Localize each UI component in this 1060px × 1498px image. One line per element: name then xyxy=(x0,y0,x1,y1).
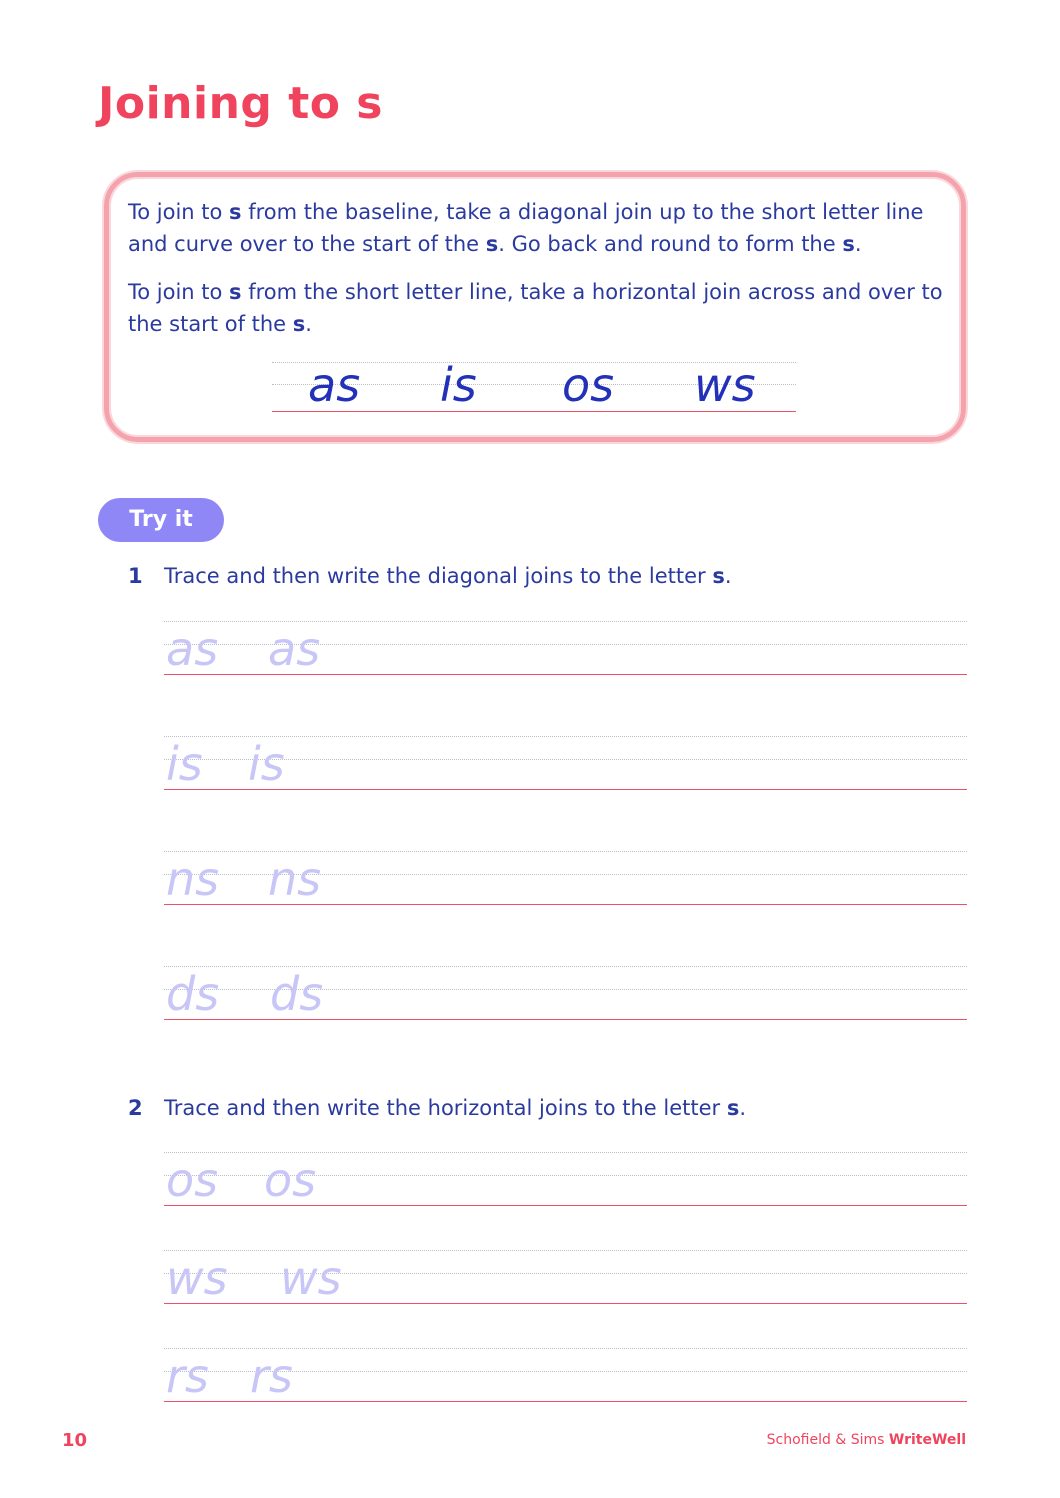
text: . xyxy=(305,312,312,336)
bold-letter: s xyxy=(229,200,242,224)
text: . xyxy=(724,564,732,588)
text: . xyxy=(854,232,862,256)
trace-word: is xyxy=(166,737,203,791)
page-title: Joining to s xyxy=(98,78,383,129)
text: from the short letter line, take a horizontal join across and over to the start of the xyxy=(128,280,943,336)
bold-letter: s xyxy=(292,312,306,336)
text: from the baseline, take a diagonal join up to the short letter line and curve over to the start of the xyxy=(128,200,924,256)
trace-word: ws xyxy=(280,1251,342,1305)
question-text xyxy=(164,564,732,588)
instruction-paragraph-1 xyxy=(128,196,948,260)
bold-letter: s xyxy=(485,232,499,256)
trace-word: ds xyxy=(270,967,324,1021)
publisher-name: Schofield & Sims xyxy=(766,1432,889,1448)
bold-letter: s xyxy=(726,1096,740,1120)
example-word-is: is xyxy=(440,358,477,412)
trace-word: as xyxy=(166,622,219,676)
question-number: 1 xyxy=(128,564,143,588)
text: To join to xyxy=(128,280,230,304)
bold-letter: s xyxy=(712,564,725,588)
text: Trace and then write the diagonal joins to the letter xyxy=(164,564,713,588)
trace-word: ns xyxy=(166,852,220,906)
trace-word: ws xyxy=(166,1251,228,1305)
trace-word: rs xyxy=(166,1349,209,1403)
text: To join to xyxy=(128,200,230,224)
trace-word: ns xyxy=(268,852,322,906)
trace-word: is xyxy=(248,737,285,791)
publisher-credit xyxy=(767,1432,966,1448)
trace-word: as xyxy=(268,622,321,676)
try-it-badge: Try it xyxy=(98,498,224,542)
text: . Go back and round to form the xyxy=(498,232,843,256)
trace-word: os xyxy=(264,1153,317,1207)
brand-name: WriteWell xyxy=(888,1432,966,1448)
example-word-ws: ws xyxy=(694,358,756,412)
page-number: 10 xyxy=(62,1430,88,1451)
text: Trace and then write the horizontal joins to the letter xyxy=(164,1096,727,1120)
trace-word: rs xyxy=(250,1349,293,1403)
text: . xyxy=(739,1096,747,1120)
trace-word: os xyxy=(166,1153,219,1207)
example-word-os: os xyxy=(562,358,615,412)
question-text xyxy=(164,1096,746,1120)
question-number: 2 xyxy=(128,1096,143,1120)
bold-letter: s xyxy=(842,232,855,256)
bold-letter: s xyxy=(229,280,242,304)
example-word-as: as xyxy=(308,358,361,412)
instruction-paragraph-2 xyxy=(128,276,948,340)
trace-word: ds xyxy=(166,967,220,1021)
